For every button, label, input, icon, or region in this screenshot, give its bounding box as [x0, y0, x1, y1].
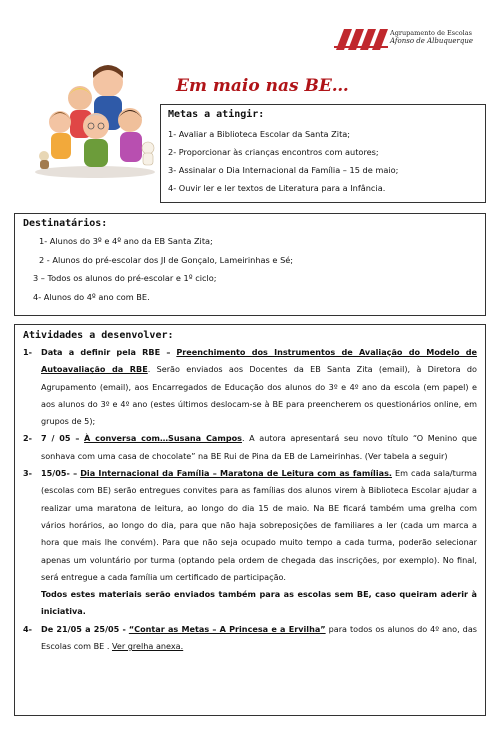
activity-number: 3- [23, 468, 32, 479]
logo-org-line2: Afonso de Albuquerque [390, 37, 474, 45]
school-logo [334, 26, 484, 54]
activity-title: À conversa com…Susana Campos [84, 433, 242, 444]
activity-body: para todos os alunos do 4º ano, das Escolas com BE . [41, 623, 477, 652]
page-title: Em maio nas BE… [176, 76, 349, 96]
metas-heading: Metas a atingir: [168, 109, 265, 120]
activity-item-4 [23, 621, 477, 656]
logo-mark-icon [334, 26, 388, 52]
metas-item: 4- Ouvir ler e ler textos de Literatura para a Infância. [168, 183, 386, 193]
activity-number: 2- [23, 433, 32, 444]
destinatarios-item: 1- Alunos do 3º e 4º ano da EB Santa Zita; [39, 236, 213, 246]
logo-org-line1: Agrupamento de Escolas [390, 29, 472, 37]
activity-number: 4- [23, 623, 32, 634]
activity-title: “Contar as Metas – A Princesa e a Ervilha” [128, 623, 326, 634]
destinatarios-heading: Destinatários: [23, 218, 108, 229]
activity-bold-note: Todos estes materiais serão enviados também para as escolas sem BE, caso queiram aderir à iniciativa. [41, 589, 477, 617]
activity-title: Dia Internacional da Família – Maratona de Leitura com as famílias. [80, 468, 392, 479]
activity-number: 1- [23, 347, 32, 357]
destinatarios-item: 3 – Todos os alunos do pré-escolar e 1º ciclo; [33, 273, 217, 283]
activity-lead: 7 / 05 – [41, 433, 80, 444]
activity-lead: 15/05- – [41, 468, 78, 479]
destinatarios-item: 4- Alunos do 4º ano com BE. [33, 291, 150, 302]
activity-title: Preenchimento dos Instrumentos de Avaliação do Modelo de Autoavaliação da RBE [41, 347, 478, 375]
atividades-heading: Atividades a desenvolver: [23, 330, 174, 341]
activity-item-3 [23, 465, 477, 621]
activity-lead: Data a definir pela RBE – [41, 347, 171, 357]
activity-item-1 [23, 344, 477, 430]
atividades-box [14, 324, 486, 716]
destinatarios-item: 2 - Alunos do pré-escolar dos JI de Gonçalo, Lameirinhas e Sé; [39, 254, 294, 265]
grelha-anexa-link[interactable]: Ver grelha anexa. [111, 641, 184, 652]
metas-item: 2- Proporcionar às crianças encontros com autores; [168, 147, 379, 157]
activity-body: Em cada sala/turma (escolas com BE) serão entregues convites para as famílias dos alunos virem à Biblioteca Escolar ajudar a realizar uma maratona de leitura, ao longo do dia 15 de maio. Na BE ficará também uma grelha com vários horários, ao longo do dia, para que não haja sobreposições de familiares a ler (cada um marca a hora que mais lhe convém). Para que não seja ocupado muito tempo a cada turma, poderão selecionar apenas um voluntário por turma (optando pela ordem de chegada das inscrições, por exemplo). No final, será entregue a cada família um certificado de participação. [41, 468, 477, 582]
activity-lead: De 21/05 a 25/05 - [41, 623, 126, 634]
metas-box [160, 104, 486, 203]
activity-body: . A autora apresentará seu novo título “O Menino que sonhava com uma casa de chocolate” na BE Rui de Pina da EB de Lameirinhas. (Ver tabela a seguir) [41, 433, 477, 461]
metas-item: 3- Assinalar o Dia Internacional da Família – 15 de maio; [168, 165, 399, 175]
activity-item-2 [23, 430, 477, 465]
activity-body: . Serão enviados aos Docentes da EB Santa Zita (email), à Diretora do Agrupamento (email), aos Encarregados de Educação dos alunos do 3º e 4º ano da escola (em papel) e aos alunos do 3º e 4º ano (estes últimos deslocam-se à BE para preencherem os questionários online, em grupos de 5); [41, 364, 478, 427]
destinatarios-box [14, 213, 486, 316]
metas-item: 1- Avaliar a Biblioteca Escolar da Santa Zita; [168, 129, 351, 139]
children-figurines-image [30, 60, 160, 180]
